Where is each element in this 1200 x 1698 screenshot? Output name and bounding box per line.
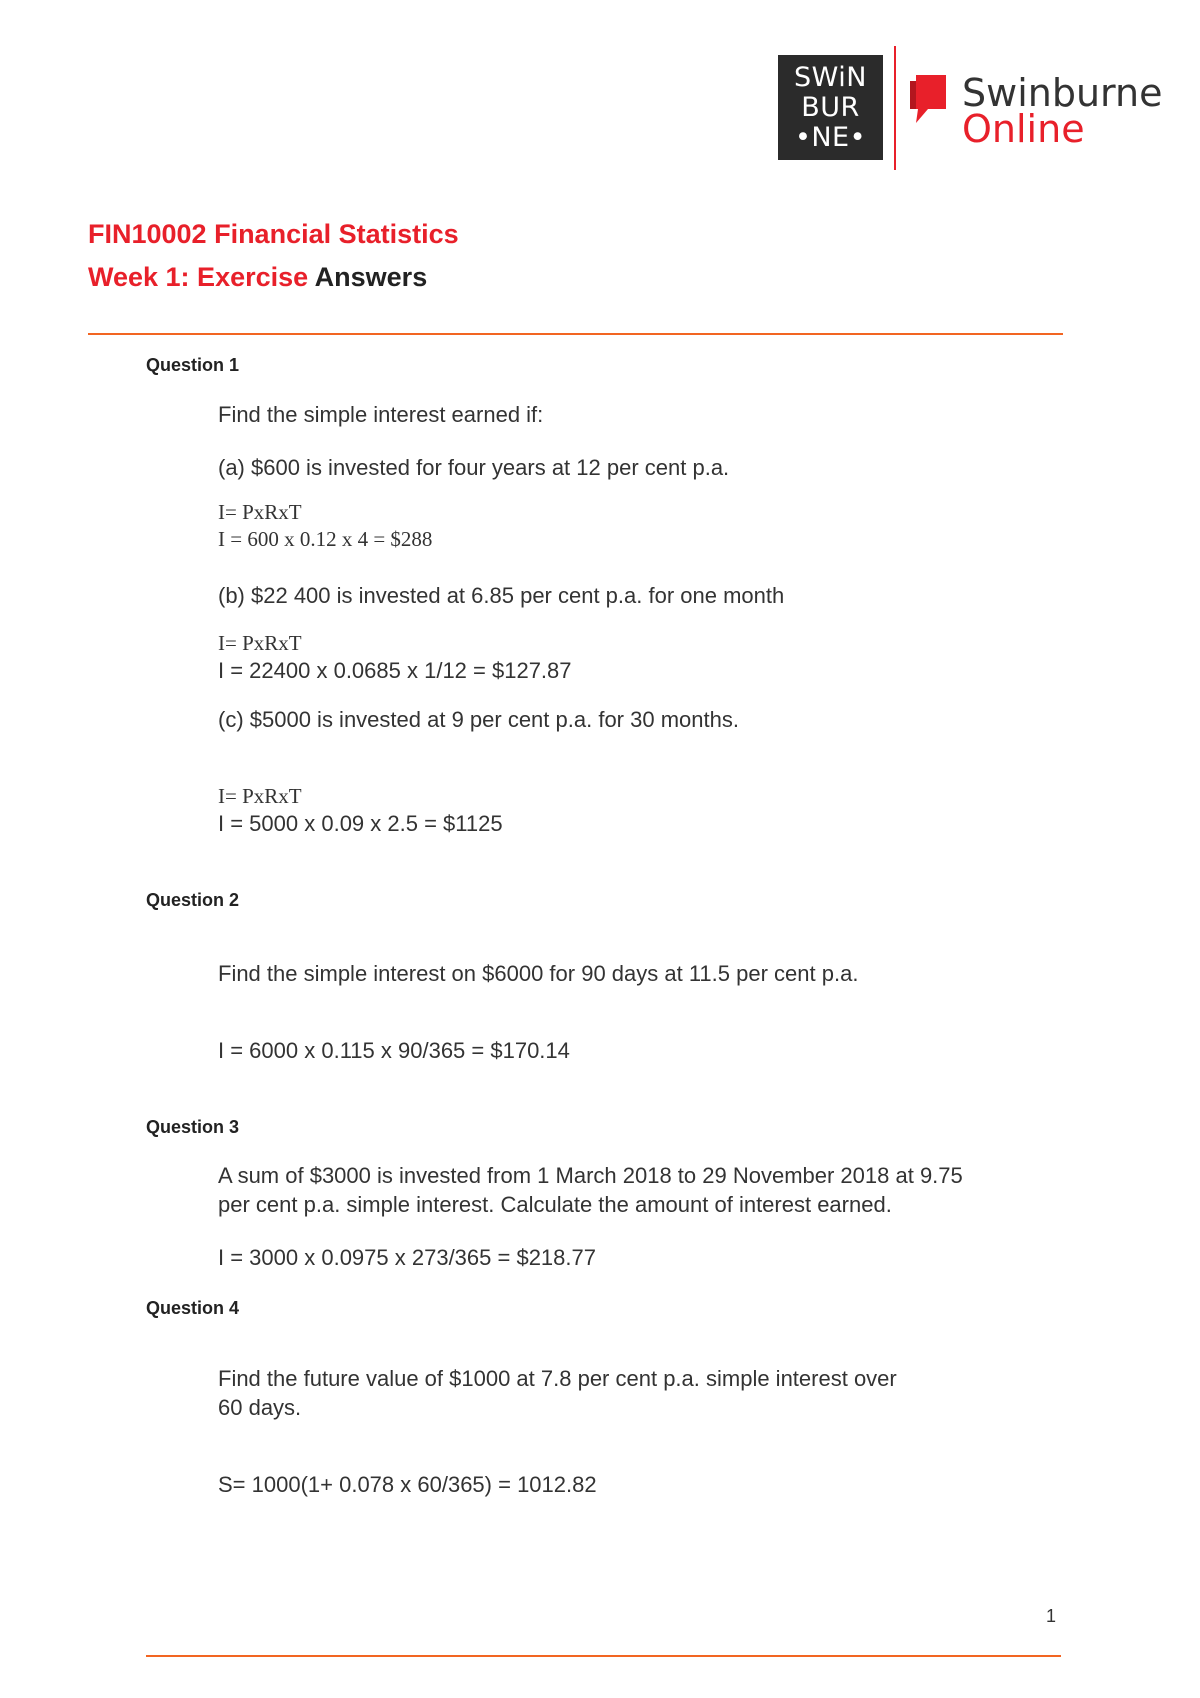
crest-line-2: BUR (801, 91, 860, 123)
question-4-heading: Question 4 (146, 1298, 240, 1318)
q1-part-a: (a) $600 is invested for four years at 12 per cent p.a. (218, 455, 730, 480)
question-2-heading: Question 2 (146, 890, 240, 910)
q2-text: Find the simple interest on $6000 for 90 days at 11.5 per cent p.a. (218, 961, 859, 986)
q1-a-formula: I= PxRxT (218, 500, 302, 524)
logo-divider (894, 46, 896, 170)
q4-text-line-1: Find the future value of $1000 at 7.8 per cent p.a. simple interest over (218, 1366, 897, 1391)
brand-name: Swinburne (962, 71, 1163, 115)
q1-c-calc: I = 5000 x 0.09 x 2.5 = $1125 (218, 811, 503, 836)
question-1-heading: Question 1 (146, 355, 240, 375)
speech-bubble-icon (906, 71, 950, 129)
q2-calc: I = 6000 x 0.115 x 90/365 = $170.14 (218, 1038, 570, 1063)
crest-line-1: SWiN (794, 61, 867, 93)
q1-c-formula: I= PxRxT (218, 784, 302, 808)
q1-part-b: (b) $22 400 is invested at 6.85 per cent p.a. for one month (218, 583, 785, 608)
q1-b-formula: I= PxRxT (218, 631, 302, 655)
page-number: 1 (1046, 1606, 1057, 1626)
q3-text-line-2: per cent p.a. simple interest. Calculate the amount of interest earned. (218, 1192, 892, 1217)
q4-text-line-2: 60 days. (218, 1395, 302, 1420)
footer-divider (146, 1655, 1061, 1657)
q4-calc: S= 1000(1+ 0.078 x 60/365) = 1012.82 (218, 1472, 597, 1497)
swinburne-crest-logo (778, 55, 883, 160)
course-title: FIN10002 Financial Statistics (88, 219, 459, 249)
subtitle-week: Week 1: Exercise (88, 262, 309, 292)
q3-calc: I = 3000 x 0.0975 x 273/365 = $218.77 (218, 1245, 596, 1270)
brand-sub: Online (962, 107, 1085, 151)
q1-intro: Find the simple interest earned if: (218, 402, 544, 427)
q1-a-calc: I = 600 x 0.12 x 4 = $288 (218, 527, 433, 551)
header-divider (88, 333, 1063, 335)
q3-text-line-1: A sum of $3000 is invested from 1 March 2018 to 29 November 2018 at 9.75 (218, 1163, 963, 1188)
q1-b-calc: I = 22400 x 0.0685 x 1/12 = $127.87 (218, 658, 572, 683)
q1-part-c: (c) $5000 is invested at 9 per cent p.a. for 30 months. (218, 707, 739, 732)
question-3-heading: Question 3 (146, 1117, 240, 1137)
crest-line-3: •NE• (794, 121, 867, 153)
page-subtitle (88, 262, 427, 293)
subtitle-answers: Answers (314, 262, 428, 292)
